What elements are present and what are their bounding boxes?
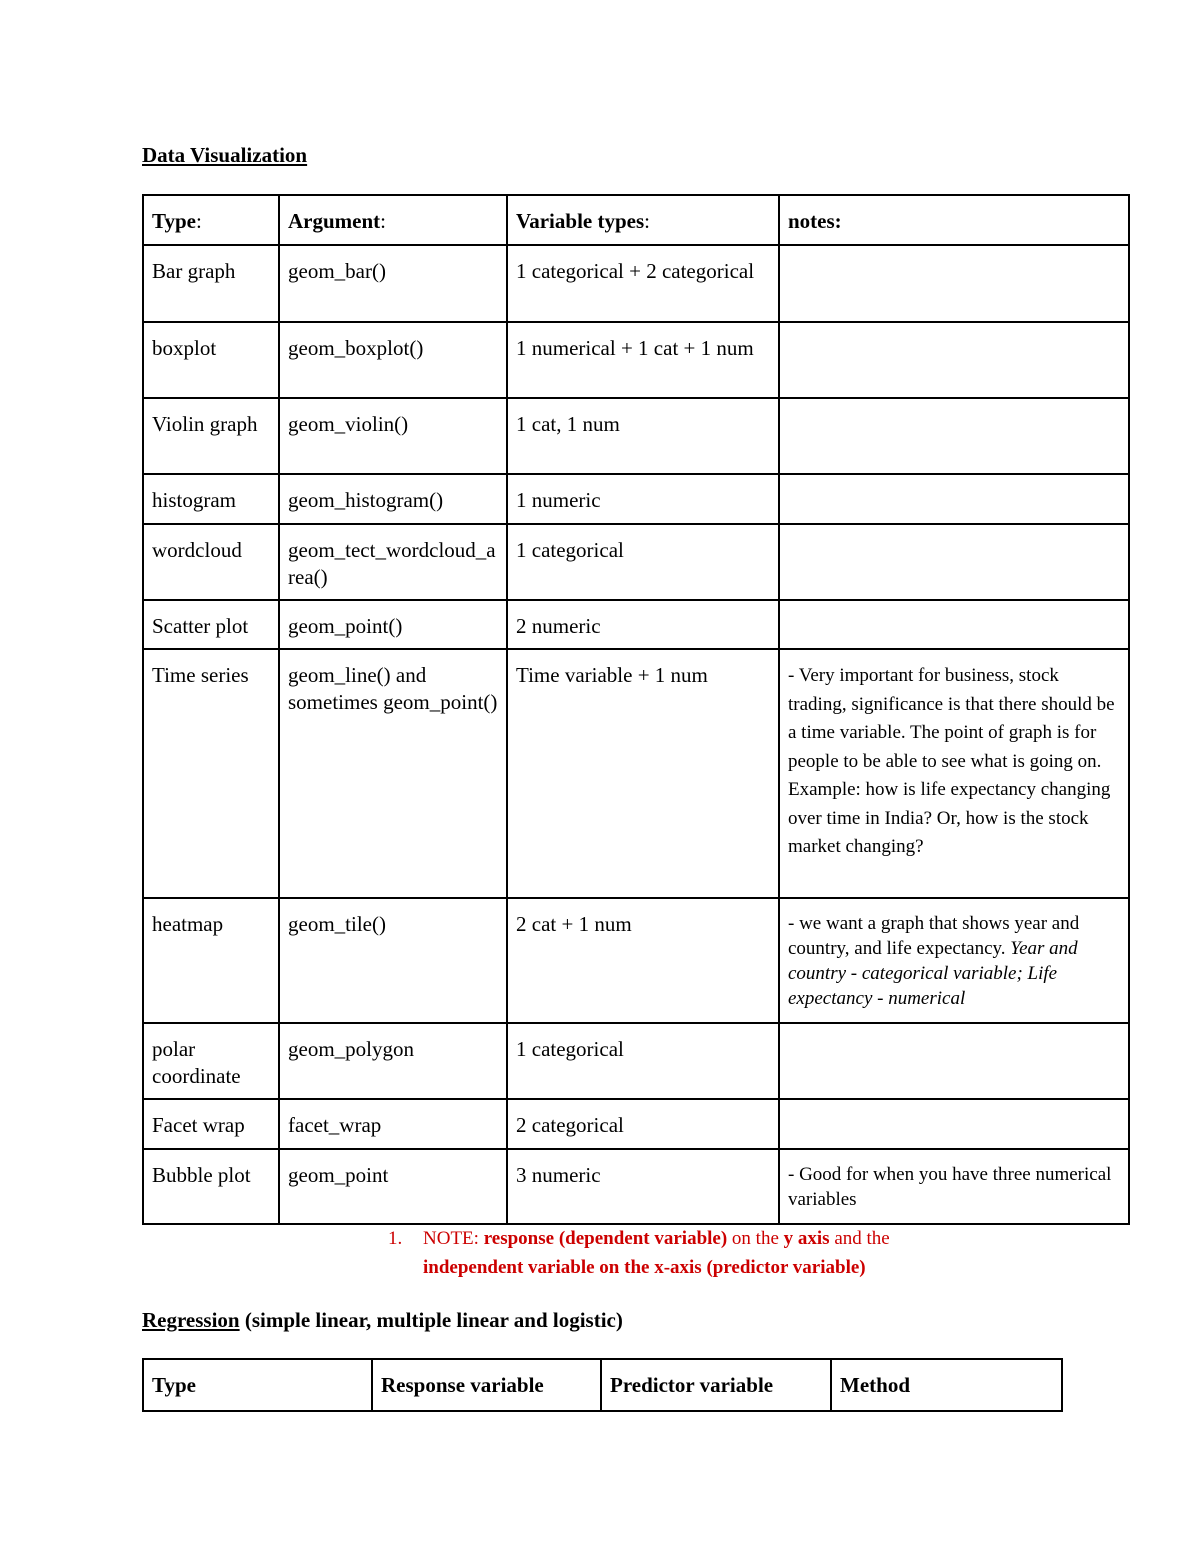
cell-notes	[779, 322, 1129, 398]
visualization-table	[142, 194, 1130, 1225]
cell-notes	[779, 1099, 1129, 1149]
cell-argument: geom_bar()	[279, 245, 507, 322]
table-row	[143, 474, 1129, 524]
cell-type: histogram	[143, 474, 279, 524]
table-row	[143, 1023, 1129, 1099]
cell-variables: 1 categorical	[507, 524, 779, 600]
header-cell-method: Method	[831, 1359, 1062, 1411]
cell-notes	[779, 1023, 1129, 1099]
cell-argument: geom_point	[279, 1149, 507, 1224]
cell-variables: 1 categorical + 2 categorical	[507, 245, 779, 322]
header-cell-predictor-variable: Predictor variable	[601, 1359, 831, 1411]
table-header-row	[143, 195, 1129, 245]
cell-variables: 1 categorical	[507, 1023, 779, 1099]
cell-notes: - Good for when you have three numerical variables	[779, 1149, 1129, 1224]
cell-type: polar coordinate	[143, 1023, 279, 1099]
cell-argument: geom_point()	[279, 600, 507, 649]
cell-argument: geom_polygon	[279, 1023, 507, 1099]
section-heading-regression: Regression (simple linear, multiple linear and logistic)	[142, 1308, 623, 1332]
cell-notes: - Very important for business, stock trading, significance is that there should be a time variable. The point of graph is for people to be able to see what is going on. Example: how is life expectancy changing over time in India? Or, how is the stock market changing?	[779, 649, 1129, 898]
table-row	[143, 398, 1129, 474]
cell-variables: Time variable + 1 num	[507, 649, 779, 898]
cell-variables: 1 numeric	[507, 474, 779, 524]
cell-type: Bar graph	[143, 245, 279, 322]
table-row	[143, 898, 1129, 1023]
header-cell-argument: Argument:	[279, 195, 507, 245]
cell-type: Violin graph	[143, 398, 279, 474]
cell-type: boxplot	[143, 322, 279, 398]
table-header-row	[143, 1359, 1062, 1411]
note-line-1: 1. NOTE: response (dependent variable) on the y axis and the	[388, 1224, 890, 1253]
cell-notes	[779, 600, 1129, 649]
list-number: 1.	[388, 1228, 403, 1249]
header-cell-variable-types: Variable types:	[507, 195, 779, 245]
regression-table	[142, 1358, 1063, 1412]
cell-variables: 2 categorical	[507, 1099, 779, 1149]
cell-argument: geom_line() and sometimes geom_point()	[279, 649, 507, 898]
note-list-item	[388, 1224, 890, 1282]
cell-type: heatmap	[143, 898, 279, 1023]
header-cell-type: Type	[143, 1359, 372, 1411]
cell-notes: - we want a graph that shows year and country, and life expectancy. Year and country - categorical variable; Life expectancy - numerical	[779, 898, 1129, 1023]
cell-argument: facet_wrap	[279, 1099, 507, 1149]
cell-argument: geom_histogram()	[279, 474, 507, 524]
cell-type: Bubble plot	[143, 1149, 279, 1224]
table-row	[143, 1149, 1129, 1224]
cell-argument: geom_violin()	[279, 398, 507, 474]
cell-type: Facet wrap	[143, 1099, 279, 1149]
heading-text: Data Visualization	[142, 143, 308, 167]
table-row	[143, 524, 1129, 600]
header-cell-type: Type:	[143, 195, 279, 245]
cell-argument: geom_tect_wordcloud_area()	[279, 524, 507, 600]
cell-type: Scatter plot	[143, 600, 279, 649]
cell-variables: 1 cat, 1 num	[507, 398, 779, 474]
note-line-2: independent variable on the x-axis (predictor variable)	[423, 1257, 866, 1278]
header-cell-notes: notes:	[779, 195, 1129, 245]
cell-argument: geom_tile()	[279, 898, 507, 1023]
cell-type: wordcloud	[143, 524, 279, 600]
section-heading-data-visualization	[142, 143, 307, 168]
table-row	[143, 245, 1129, 322]
table-row	[143, 1099, 1129, 1149]
table-row	[143, 600, 1129, 649]
cell-variables: 2 numeric	[507, 600, 779, 649]
header-cell-response-variable: Response variable	[372, 1359, 601, 1411]
table-row	[143, 649, 1129, 898]
cell-type: Time series	[143, 649, 279, 898]
table-row	[143, 322, 1129, 398]
cell-variables: 2 cat + 1 num	[507, 898, 779, 1023]
cell-variables: 3 numeric	[507, 1149, 779, 1224]
cell-notes	[779, 398, 1129, 474]
cell-notes	[779, 245, 1129, 322]
cell-argument: geom_boxplot()	[279, 322, 507, 398]
cell-variables: 1 numerical + 1 cat + 1 num	[507, 322, 779, 398]
cell-notes	[779, 524, 1129, 600]
cell-notes	[779, 474, 1129, 524]
